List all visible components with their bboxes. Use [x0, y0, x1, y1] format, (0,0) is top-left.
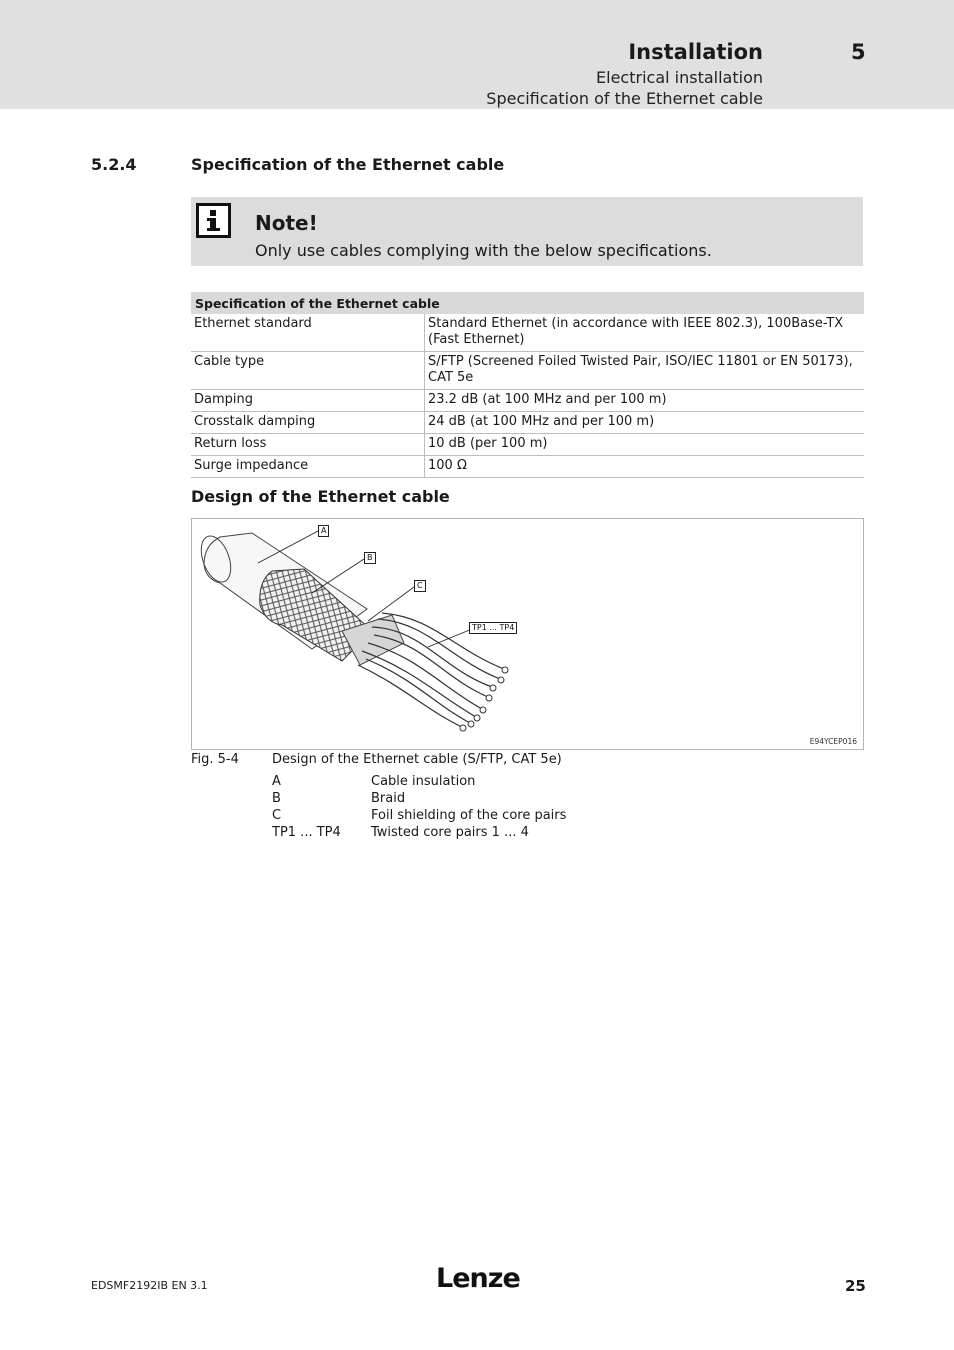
legend-value: Foil shielding of the core pairs [371, 808, 567, 823]
spec-value: Standard Ethernet (in accordance with IEEE 802.3), 100Base-TX (Fast Ethernet) [425, 314, 865, 352]
spec-param: Return loss [191, 434, 425, 456]
note-title: Note! [255, 211, 318, 235]
spec-value: 10 dB (per 100 m) [425, 434, 865, 456]
design-title: Design of the Ethernet cable [191, 487, 450, 506]
legend-value: Twisted core pairs 1 ... 4 [371, 825, 529, 840]
callout-tp: TP1 ... TP4 [469, 622, 517, 634]
spec-table [191, 292, 864, 478]
legend-value: Braid [371, 791, 406, 806]
spec-param: Cable type [191, 352, 425, 390]
spec-value: S/FTP (Screened Foiled Twisted Pair, ISO/IEC 11801 or EN 50173), CAT 5e [425, 352, 865, 390]
spec-value: 23.2 dB (at 100 MHz and per 100 m) [425, 390, 865, 412]
section-number: 5.2.4 [91, 155, 137, 174]
header-band [0, 0, 954, 109]
header-subtitle-2: Specification of the Ethernet cable [486, 89, 763, 108]
table-row [191, 314, 864, 352]
legend-key: B [272, 791, 281, 806]
table-row [191, 434, 864, 456]
spec-table-header: Specification of the Ethernet cable [191, 292, 864, 314]
legend-value: Cable insulation [371, 774, 476, 789]
table-row [191, 352, 864, 390]
note-text: Only use cables complying with the below specifications. [255, 241, 712, 260]
info-icon [196, 203, 231, 238]
legend-key: C [272, 808, 282, 823]
figure-caption-label: Fig. 5-4 [191, 752, 239, 767]
spec-param: Damping [191, 390, 425, 412]
callout-c: C [414, 580, 426, 592]
table-row [191, 390, 864, 412]
callout-a: A [318, 525, 329, 537]
table-row [191, 456, 864, 478]
lenze-logo: Lenze [436, 1263, 520, 1294]
page-header-title: Installation [628, 40, 763, 64]
table-row [191, 412, 864, 434]
header-subtitle-1: Electrical installation [596, 68, 763, 87]
spec-param: Surge impedance [191, 456, 425, 478]
spec-param: Ethernet standard [191, 314, 425, 352]
spec-param: Crosstalk damping [191, 412, 425, 434]
spec-value: 24 dB (at 100 MHz and per 100 m) [425, 412, 865, 434]
cable-illustration [192, 519, 863, 749]
section-title: Specification of the Ethernet cable [191, 155, 505, 174]
figure-caption-text: Design of the Ethernet cable (S/FTP, CAT 5e) [272, 752, 562, 767]
page-number: 25 [845, 1277, 866, 1295]
figure-code: E94YCEP016 [809, 737, 857, 746]
callout-b: B [364, 552, 376, 564]
legend-key: A [272, 774, 281, 789]
document-code: EDSMF2192IB EN 3.1 [91, 1279, 208, 1292]
cable-figure [191, 518, 864, 750]
note-box [191, 197, 863, 266]
legend-key: TP1 ... TP4 [272, 825, 341, 840]
spec-value: 100 Ω [425, 456, 865, 478]
chapter-number: 5 [851, 40, 866, 64]
